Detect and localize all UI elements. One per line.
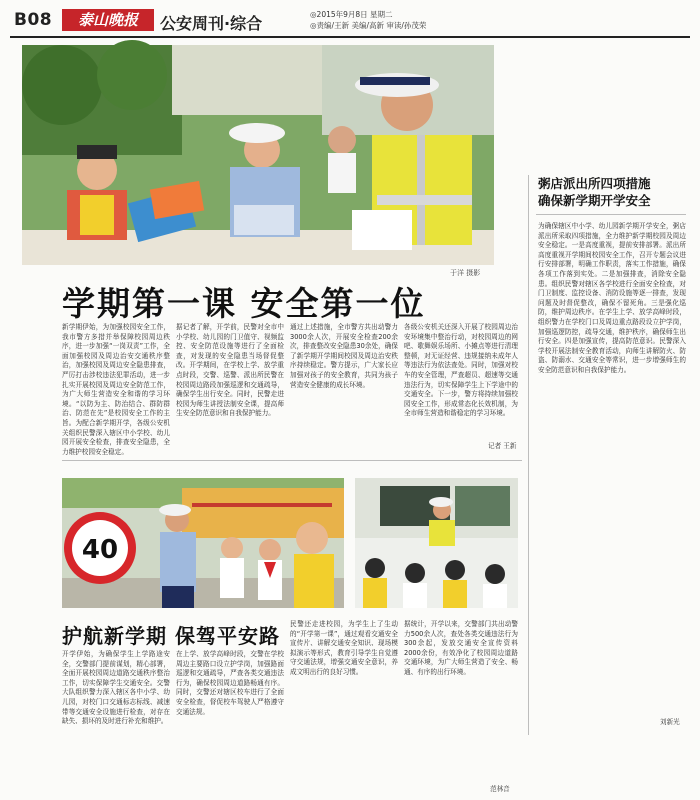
main-article-col-2: 据记者了解，开学前，民警对全市中小学校、幼儿园的门卫值守、视频监控、安全防范设施等进行了全面检查，对发现的安全隐患当场督促整改。开学期间，在学校上学、放学重点时段，交警、巡警、派出所民警在校园周边路段加强巡逻和交通疏导，确保学生出行安全。同时，民警走进校园为师生讲授法制安全课，提高师生安全防范意识和自我保护能力。	[176, 323, 284, 418]
issue-meta	[310, 9, 426, 31]
page-number: B08	[14, 10, 53, 30]
side-headline-line-1: 粥店派出所四项措施	[538, 176, 651, 191]
main-article-col-1: 新学期伊始，为加强校园安全工作，我市警方多措并举保障校园周边秩序，进一步加强“一岗双责”工作，全面加强校园及周边治安交通秩序整治，加强校园及周边安全隐患排查，严厉打击涉校违法犯罪活动，进一步扎实开展校园及周边安全防范工作，为广大师生营造安全和谐的学习环境。“以防为主、防治结合、群防群治、防范在先”是校园安全工作的主旨。为配合新学期开学，各级公安机关组织民警深入辖区中小学校、幼儿园开展安全检查，排查安全隐患，全力维护校园安全稳定。	[62, 323, 170, 456]
speed-sign-photo-illustration	[62, 478, 344, 608]
header-rule	[10, 36, 690, 38]
side-headline-line-2: 确保新学期开学安全	[538, 193, 651, 208]
mid-article-col-2: 在上学、放学高峰时段，交警在学校周边主要路口设立护学岗，加强路面巡逻和交通疏导，严查各类交通违法行为，确保校园周边道路畅通有序。同时，交警还对辖区校车进行了全面安全检查，督促校车驾驶人严格遵守交通法规。	[176, 650, 284, 716]
newspaper-logo: 泰山晚报	[62, 9, 154, 31]
speed-sign-photo	[62, 478, 344, 608]
side-article-body: 为确保辖区中小学、幼儿园新学期开学安全，粥店派出所采取四项措施，全力维护新学期校园及周边安全稳定。一是高度重视，提前安排部署。派出所高度重视开学期间校园安全工作，召开专题会议进行安排部署，明确工作职责，落实工作措施，确保各项工作落到实处。二是加强排查，消除安全隐患。组织民警对辖区各学校进行全面安全检查，对门卫制度、监控设备、消防设施等逐一排查，发现问题及时督促整改，确保不留死角。三是强化巡防，维护周边秩序。在学生上学、放学高峰时段，组织警力在学校门口及周边重点路段设立护学岗，加强巡逻防控，疏导交通，维护秩序，确保师生出行安全。四是加强宣传，提高防范意识。民警深入学校开展法制安全教育活动，向师生讲解防火、防盗、防溺水、交通安全等常识，进一步增强师生的安全防范意识和自我保护能力。	[538, 222, 686, 374]
top-photo-illustration	[22, 45, 494, 265]
mid-article-col-1: 开学伊始，为确保学生上学路途安全，交警部门提前谋划，精心部署，全面开展校园周边道路交通秩序整治工作，切实保障学生交通安全。交警大队组织警力深入辖区各中小学、幼儿园，对校门口交通标志标线、减速带等交通安全设施进行检查，对存在缺失、损坏的及时进行补充和维护。	[62, 650, 170, 726]
mid-headline: 护航新学期 保驾平安路	[62, 624, 280, 648]
classroom-photo-illustration	[355, 478, 518, 608]
page-header	[10, 8, 690, 34]
main-headline: 学期第一课 安全第一位	[62, 284, 426, 323]
issue-date: ◎2015年9月8日 星期二	[310, 10, 393, 19]
mid-article-col-3: 民警还走进校园，为学生上了生动的“开学第一课”，通过观看交通安全宣传片、讲解交通安全知识、现场模拟演示等形式，教育引导学生自觉遵守交通法规，增强交通安全意识，养成文明出行的良好习惯。	[290, 620, 398, 676]
classroom-photo	[355, 478, 518, 608]
main-article-byline: 记者 王新	[488, 442, 517, 450]
issue-editors: ◎责编/王新 美编/高新 审读/孙茂荣	[310, 21, 427, 30]
section-title: 公安周刊·综合	[160, 14, 263, 33]
side-headline-rule	[536, 214, 686, 215]
mid-article-col-4: 据统计，开学以来，交警部门共出动警力500余人次，查处各类交通违法行为300余起，发放交通安全宣传资料2000余份，有效净化了校园周边道路交通环境，为广大师生营造了安全、畅通、有序的出行环境。	[404, 620, 518, 676]
top-photo	[22, 45, 494, 265]
main-article-col-3: 通过上述措施，全市警方共出动警力3000余人次，开展安全检查200余次，排查整改安全隐患30余处，确保了新学期开学期间校园及周边治安秩序持续稳定。警方提示，广大家长应加强对孩子的安全教育，共同为孩子营造安全健康的成长环境。	[290, 323, 398, 389]
speed-limit-number: 40	[81, 535, 119, 565]
side-column-divider	[528, 175, 529, 735]
main-article-col-4: 各级公安机关还深入开展了校园周边治安环境集中整治行动，对校园周边的网吧、歌舞娱乐场所、小摊点等进行清理整顿，对无证经营、违规接纳未成年人等违法行为依法查处。同时，加强对校车的安全管理，严查超员、超速等交通违法行为，切实保障学生上下学途中的交通安全。下一步，警方将持续加强校园安全工作，形成常态化长效机制，为全市师生营造和谐稳定的学习环境。	[404, 323, 518, 418]
side-article-byline: 刘新光	[660, 718, 680, 726]
side-article-headline	[538, 175, 651, 209]
mid-article-byline: 范林音	[490, 785, 510, 793]
top-photo-credit: 于洋 摄影	[450, 269, 481, 277]
section-divider	[62, 460, 522, 461]
